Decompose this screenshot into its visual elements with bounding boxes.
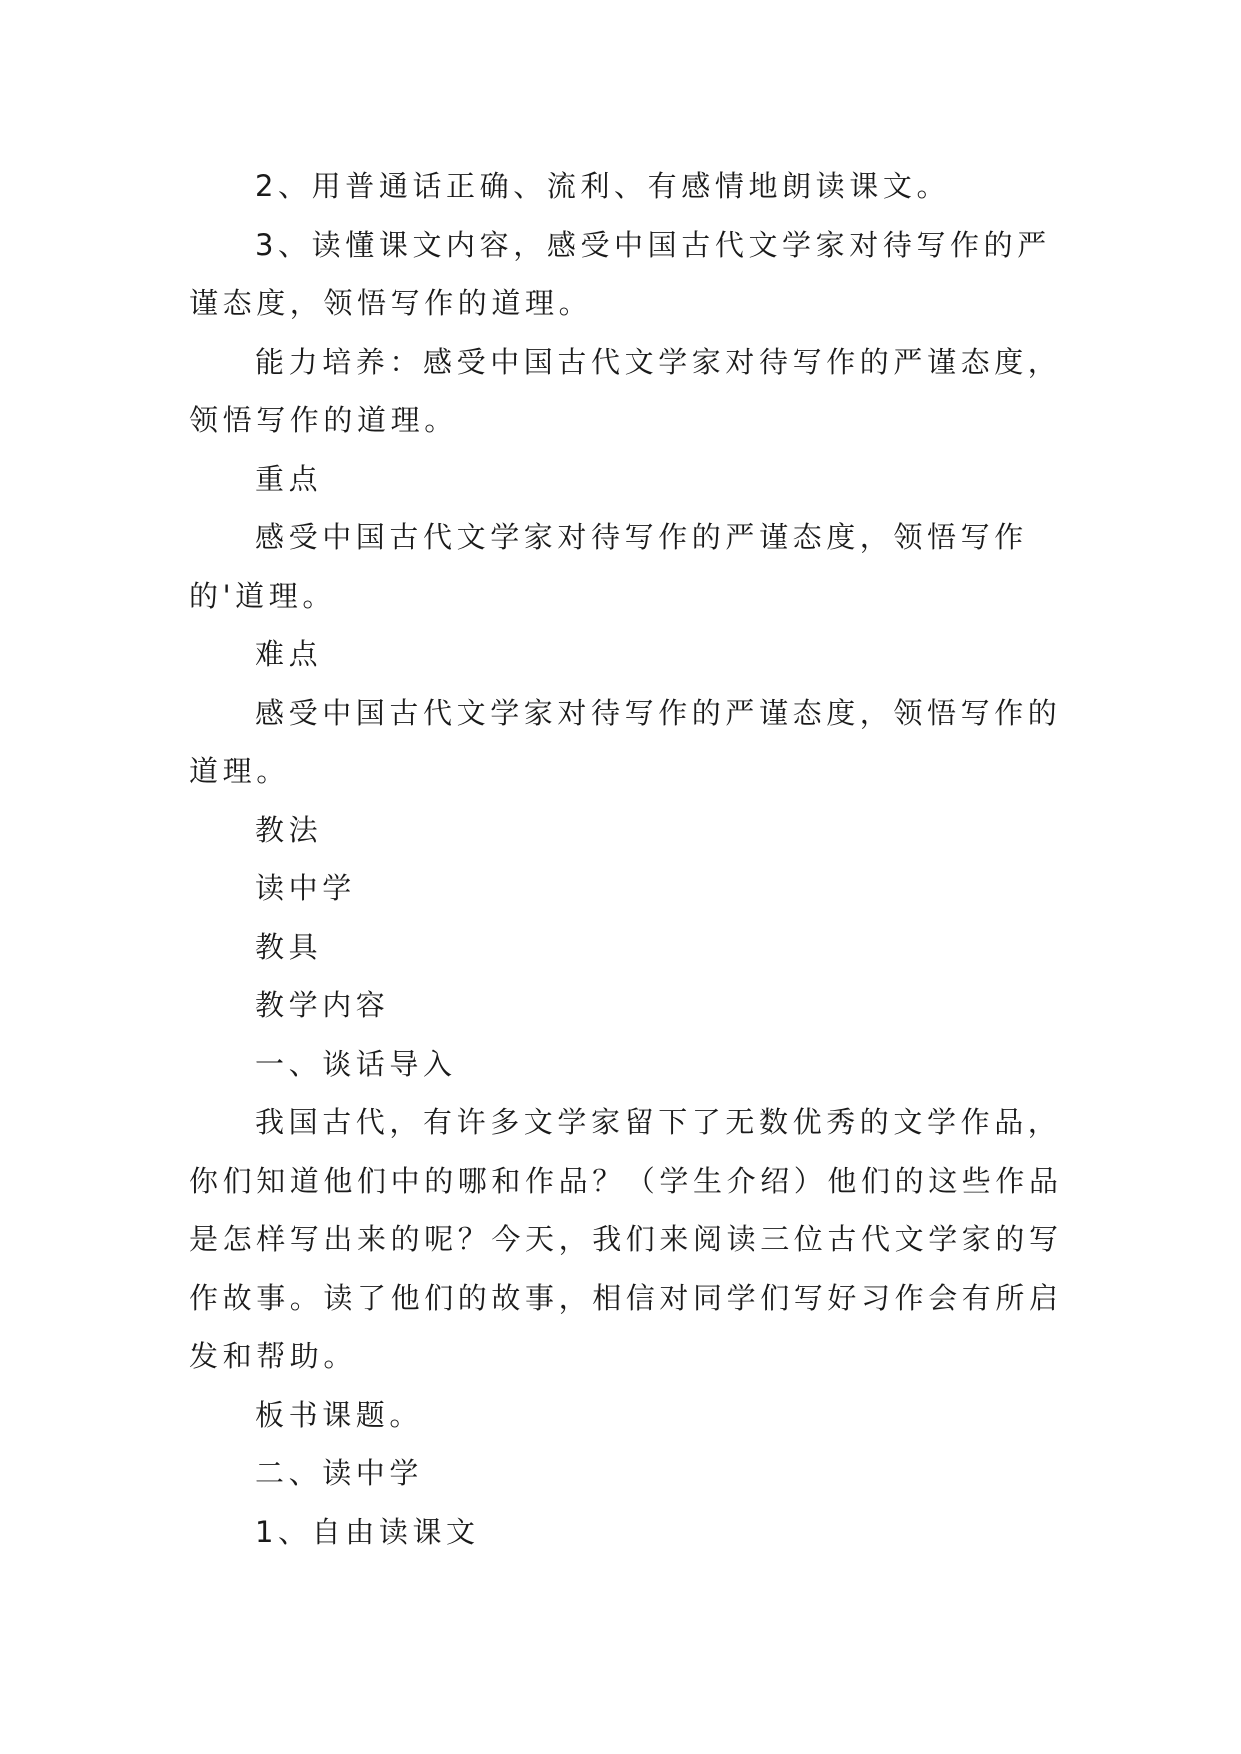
heading-section-1: 一、谈话导入 (255, 1046, 457, 1081)
paragraph-ability: 能力培养：感受中国古代文学家对待写作的严谨态度，领悟写作的道理。 (189, 344, 1062, 437)
document-body (189, 157, 1069, 1561)
heading-difficulty: 难点 (255, 637, 323, 671)
heading-key-point: 重点 (255, 461, 323, 496)
paragraph-key-point: 感受中国古代文学家对待写作的严谨态度，领悟写作的'道理。 (189, 520, 1028, 613)
heading-teaching-content: 教学内容 (255, 988, 390, 1022)
heading-section-2: 二、读中学 (255, 1456, 424, 1490)
paragraph-objective-2: 2、用普通话正确、流利、有感情地朗读课文。 (255, 169, 951, 203)
heading-teaching-method: 教法 (255, 812, 323, 847)
paragraph-teaching-method: 读中学 (255, 871, 356, 905)
paragraph-step-1: 1、自由读课文 (255, 1514, 480, 1549)
paragraph-introduction: 我国古代，有许多文学家留下了无数优秀的文学作品，你们知道他们中的哪和作品？（学生介绍）他们的这些作品是怎样写出来的呢？今天，我们来阅读三位古代文学家的写作故事。读了他们的故事，相信对同学们写好习作会有所启发和帮助。 (189, 1105, 1063, 1373)
heading-teaching-aids: 教具 (255, 929, 323, 964)
paragraph-board-title: 板书课题。 (255, 1397, 424, 1432)
paragraph-objective-3: 3、读懂课文内容，感受中国古代文学家对待写作的严谨态度，领悟写作的道理。 (189, 227, 1051, 320)
paragraph-difficulty: 感受中国古代文学家对待写作的严谨态度，领悟写作的道理。 (189, 695, 1062, 788)
